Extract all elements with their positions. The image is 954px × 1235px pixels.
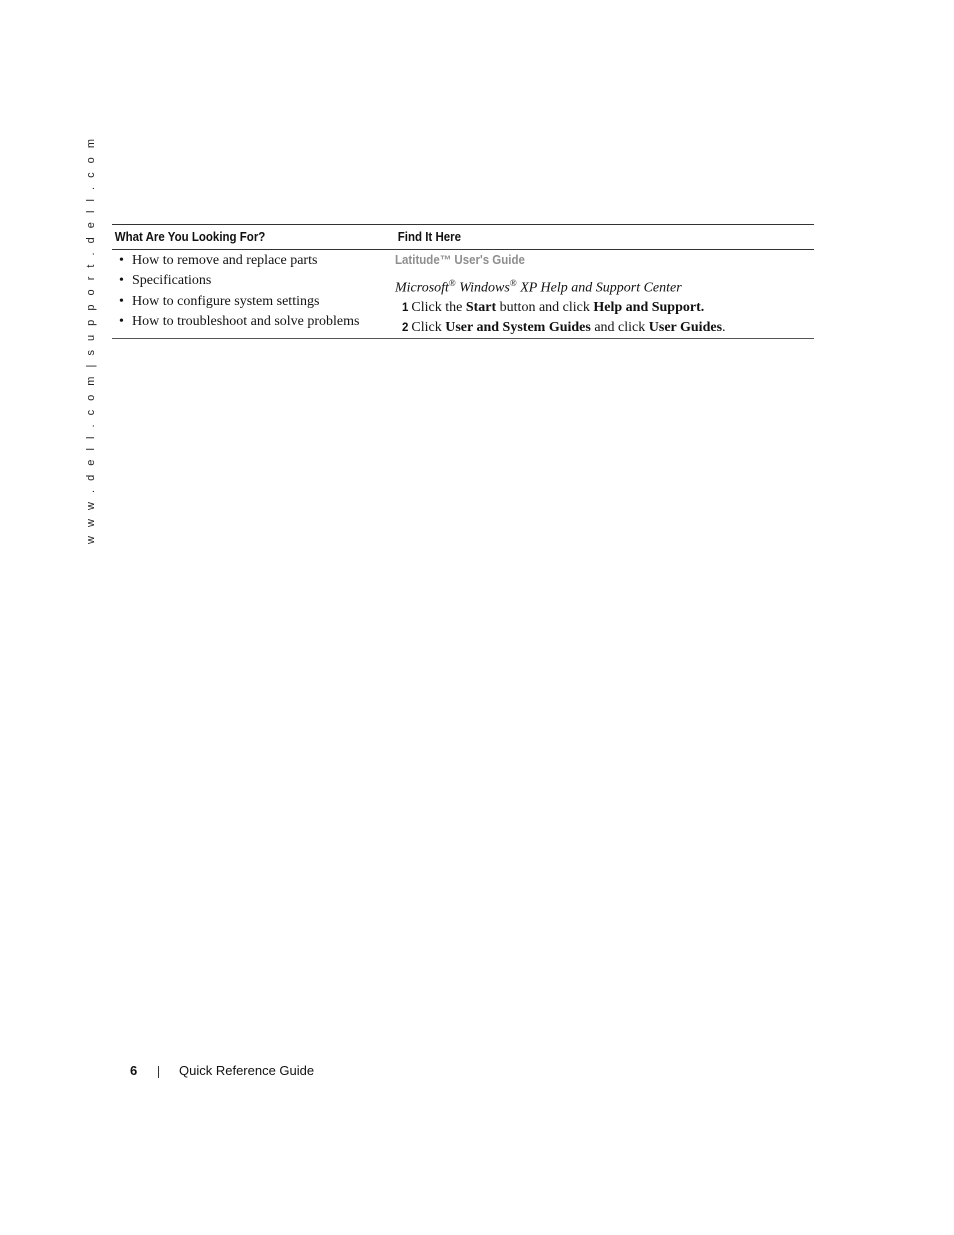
bullet-icon: • [119,313,124,329]
document-title: Quick Reference Guide [179,1062,315,1078]
header-find-it: Find It Here [397,230,462,244]
bullet-icon: • [119,253,124,268]
help-center-title: Microsoft® Windows® XP Help and Support Center [395,278,682,296]
page-number: 6 [130,1062,138,1078]
looking-for-list [112,251,395,332]
list-item: • How to troubleshoot and solve problems [119,312,395,332]
side-url [84,136,98,544]
side-url-text: w w w . d e l l . c o m | s u p p o r t . d e l l . c o m [85,136,98,544]
list-item: • How to configure system settings [119,292,395,312]
bullet-icon: • [119,293,124,309]
table-row [112,250,814,338]
header-looking-for: What Are You Looking For? [114,230,266,244]
list-item: • Specifications [119,271,395,291]
step-1: 1 Click the Start button and click Help and Support. [402,299,705,315]
looking-for-cell [112,251,395,338]
list-item: • How to remove and replace parts [119,251,395,271]
reference-table [112,224,814,339]
bullet-icon: • [119,273,124,289]
table-header [112,225,814,250]
page-footer [130,1061,314,1079]
guide-title: Latitude™ User's Guide [395,253,525,267]
footer-divider [158,1066,159,1078]
find-it-cell [395,251,814,338]
step-2: 2 Click User and System Guides and click User Guides. [402,319,726,335]
